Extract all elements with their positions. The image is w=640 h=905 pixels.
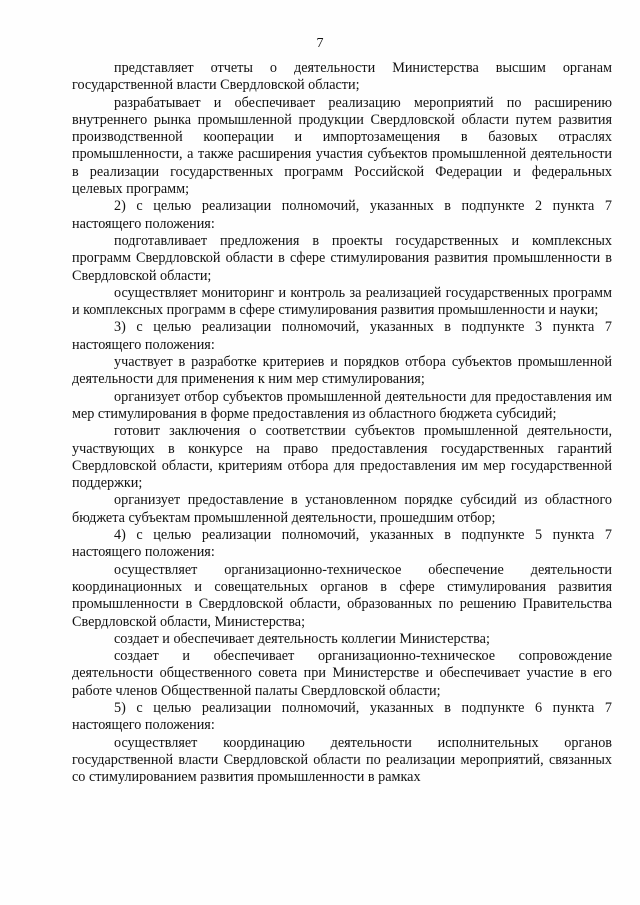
paragraph: участвует в разработке критериев и порядков отбора субъектов промышленной деятельности для применения к ним мер стимулирования; bbox=[72, 354, 612, 388]
paragraph: 4) с целью реализации полномочий, указанных в подпункте 5 пункта 7 настоящего положения: bbox=[72, 527, 612, 561]
paragraph: организует предоставление в установленном порядке субсидий из областного бюджета субъектам промышленной деятельности, прошедшим отбор; bbox=[72, 492, 612, 526]
paragraph: 3) с целью реализации полномочий, указанных в подпункте 3 пункта 7 настоящего положения: bbox=[72, 319, 612, 353]
paragraph: осуществляет координацию деятельности исполнительных органов государственной власти Свердловской области по реализации мероприятий, связанных со стимулированием развития промышленности в рамках bbox=[72, 734, 612, 786]
paragraph: осуществляет мониторинг и контроль за реализацией государственных программ и комплексных программ в сфере стимулирования развития промышленности и науки; bbox=[72, 284, 612, 319]
paragraph: осуществляет организационно-техническое обеспечение деятельности координационных и совещательных органов в сфере стимулирования развития промышленности в Свердловской области, образованных по решению Правительства Свердловской области, Министерства; bbox=[72, 561, 612, 630]
paragraph: готовит заключения о соответствии субъектов промышленной деятельности, участвующих в конкурсе на право предоставления государственных гарантий Свердловской области, критериям отбора для предоставления им мер государственной поддержки; bbox=[72, 423, 612, 492]
paragraph: разрабатывает и обеспечивает реализацию мероприятий по расширению внутреннего рынка промышленной продукции Свердловской области путем развития производственной кооперации и импортозамещения в базовых отраслях промышленности, а также расширения участия субъектов промышленной деятельности в реализации государственных программ Российской Федерации и федеральных целевых программ; bbox=[72, 94, 612, 198]
paragraph: организует отбор субъектов промышленной деятельности для предоставления им мер стимулирования в форме предоставления из областного бюджета субсидий; bbox=[72, 388, 612, 422]
paragraph: 5) с целью реализации полномочий, указанных в подпункте 6 пункта 7 настоящего положения: bbox=[72, 699, 612, 734]
paragraph: создает и обеспечивает организационно-техническое сопровождение деятельности общественного совета при Министерстве и обеспечивает участие в его работе членов Общественной палаты Свердловской области; bbox=[72, 648, 612, 699]
page-number: 7 bbox=[316, 36, 324, 51]
paragraph: создает и обеспечивает деятельность коллегии Министерства; bbox=[114, 630, 490, 647]
document-body bbox=[72, 60, 612, 786]
paragraph: представляет отчеты о деятельности Министерства высшим органам государственной власти Свердловской области; bbox=[72, 60, 612, 94]
paragraph: 2) с целью реализации полномочий, указанных в подпункте 2 пункта 7 настоящего положения: bbox=[72, 198, 612, 232]
paragraph: подготавливает предложения в проекты государственных и комплексных программ Свердловской области в сфере стимулирования развития промышленности в Свердловской области; bbox=[72, 232, 612, 284]
